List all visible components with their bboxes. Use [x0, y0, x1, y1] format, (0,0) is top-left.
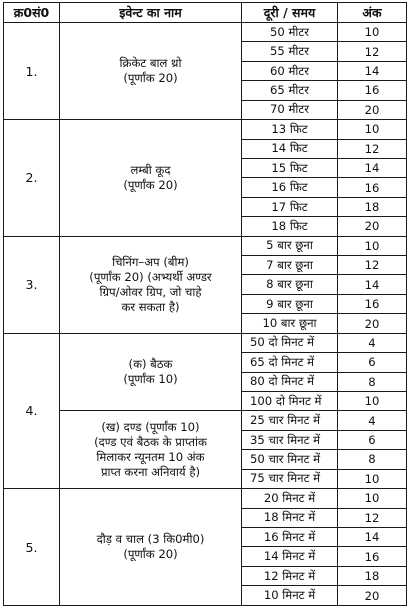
distance-time-value: 18 फिट — [242, 217, 338, 236]
serial-number: 3. — [4, 236, 60, 333]
event-name-cell — [60, 411, 242, 489]
points-value: 14 — [338, 275, 407, 294]
event-name-line: (पूर्णांक 10) — [123, 372, 178, 387]
event-name-line: (पूर्णांक 20) — [123, 71, 178, 86]
points-value: 12 — [338, 508, 407, 527]
header-event-name: इवेन्ट का नाम — [60, 3, 242, 23]
event-name-line: (पूर्णांक 20) (अभ्यर्थी अण्डर — [89, 269, 212, 284]
distance-time-value: 14 मिनट में — [242, 547, 338, 566]
points-value: 10 — [338, 236, 407, 255]
points-value: 16 — [338, 547, 407, 566]
distance-time-value: 17 फिट — [242, 197, 338, 216]
points-value: 20 — [338, 586, 407, 606]
serial-number: 5. — [4, 489, 60, 606]
points-value: 12 — [338, 139, 407, 158]
header-points: अंक — [338, 3, 407, 23]
distance-time-value: 5 बार छूना — [242, 236, 338, 255]
points-value: 8 — [338, 450, 407, 469]
distance-time-value: 25 चार मिनट में — [242, 411, 338, 430]
table-row — [4, 411, 407, 430]
points-value: 4 — [338, 333, 407, 352]
points-value: 14 — [338, 61, 407, 80]
points-value: 20 — [338, 100, 407, 119]
scoring-table — [3, 2, 407, 606]
table-row — [4, 333, 407, 352]
event-name-line: लम्बी कूद — [130, 163, 171, 178]
event-name-line: प्राप्त करना अनिवार्य है) — [100, 464, 201, 479]
event-name-cell — [60, 333, 242, 411]
points-value: 8 — [338, 372, 407, 391]
points-value: 20 — [338, 314, 407, 333]
points-value: 14 — [338, 527, 407, 546]
points-value: 16 — [338, 81, 407, 100]
event-name-line: क्रिकेट बाल थ्रो — [119, 56, 182, 71]
event-name-cell — [60, 120, 242, 237]
points-value: 12 — [338, 256, 407, 275]
points-value: 10 — [338, 23, 407, 42]
table-row — [4, 489, 407, 508]
event-name-line: (ख) दण्ड (पूर्णांक 10) — [101, 420, 200, 435]
points-value: 10 — [338, 489, 407, 508]
distance-time-value: 14 फिट — [242, 139, 338, 158]
event-name-line: मिलाकर न्यूनतम 10 अंक — [96, 449, 205, 464]
points-value: 14 — [338, 158, 407, 177]
distance-time-value: 16 फिट — [242, 178, 338, 197]
event-name-line: (दण्ड एवं बैठक के प्राप्तांक — [94, 434, 207, 449]
points-value: 10 — [338, 469, 407, 488]
header-distance-time: दूरी / समय — [242, 3, 338, 23]
distance-time-value: 70 मीटर — [242, 100, 338, 119]
event-name-line: कर सकता है) — [121, 299, 180, 314]
distance-time-value: 80 दो मिनट में — [242, 372, 338, 391]
header-row — [4, 3, 407, 23]
distance-time-value: 50 दो मिनट में — [242, 333, 338, 352]
points-value: 18 — [338, 566, 407, 585]
distance-time-value: 75 चार मिनट में — [242, 469, 338, 488]
distance-time-value: 55 मीटर — [242, 42, 338, 61]
distance-time-value: 10 मिनट में — [242, 586, 338, 606]
distance-time-value: 50 मीटर — [242, 23, 338, 42]
points-value: 12 — [338, 42, 407, 61]
table-row — [4, 23, 407, 42]
event-name-cell — [60, 236, 242, 333]
event-name-line: ग्रिप/ओवर ग्रिप, जो चाहे — [99, 284, 202, 299]
distance-time-value: 65 दो मिनट में — [242, 353, 338, 372]
distance-time-value: 35 चार मिनट में — [242, 430, 338, 449]
distance-time-value: 7 बार छूना — [242, 256, 338, 275]
distance-time-value: 20 मिनट में — [242, 489, 338, 508]
distance-time-value: 13 फिट — [242, 120, 338, 139]
points-value: 18 — [338, 197, 407, 216]
table-row — [4, 120, 407, 139]
event-name-cell — [60, 23, 242, 120]
points-value: 20 — [338, 217, 407, 236]
serial-number: 4. — [4, 333, 60, 488]
distance-time-value: 60 मीटर — [242, 61, 338, 80]
distance-time-value: 8 बार छूना — [242, 275, 338, 294]
points-value: 6 — [338, 430, 407, 449]
distance-time-value: 10 बार छूना — [242, 314, 338, 333]
distance-time-value: 16 मिनट में — [242, 527, 338, 546]
table-row — [4, 236, 407, 255]
event-name-line: (क) बैठक — [128, 357, 173, 372]
distance-time-value: 9 बार छूना — [242, 294, 338, 313]
distance-time-value: 12 मिनट में — [242, 566, 338, 585]
points-value: 16 — [338, 178, 407, 197]
points-value: 4 — [338, 411, 407, 430]
header-serial: क्र0सं0 — [4, 3, 60, 23]
serial-number: 2. — [4, 120, 60, 237]
distance-time-value: 65 मीटर — [242, 81, 338, 100]
event-name-line: चिनिंग–अप (बीम) — [112, 255, 189, 270]
table-body — [4, 23, 407, 606]
points-value: 10 — [338, 392, 407, 411]
distance-time-value: 15 फिट — [242, 158, 338, 177]
serial-number: 1. — [4, 23, 60, 120]
event-name-line: (पूर्णांक 20) — [123, 177, 178, 192]
points-value: 16 — [338, 294, 407, 313]
points-value: 10 — [338, 120, 407, 139]
distance-time-value: 50 चार मिनट में — [242, 450, 338, 469]
event-name-cell — [60, 489, 242, 606]
points-value: 6 — [338, 353, 407, 372]
event-name-line: दौड़ व चाल (3 कि0मी0) — [96, 532, 205, 547]
distance-time-value: 100 दो मिनट में — [242, 392, 338, 411]
event-name-line: (पूर्णांक 20) — [123, 547, 178, 562]
distance-time-value: 18 मिनट में — [242, 508, 338, 527]
